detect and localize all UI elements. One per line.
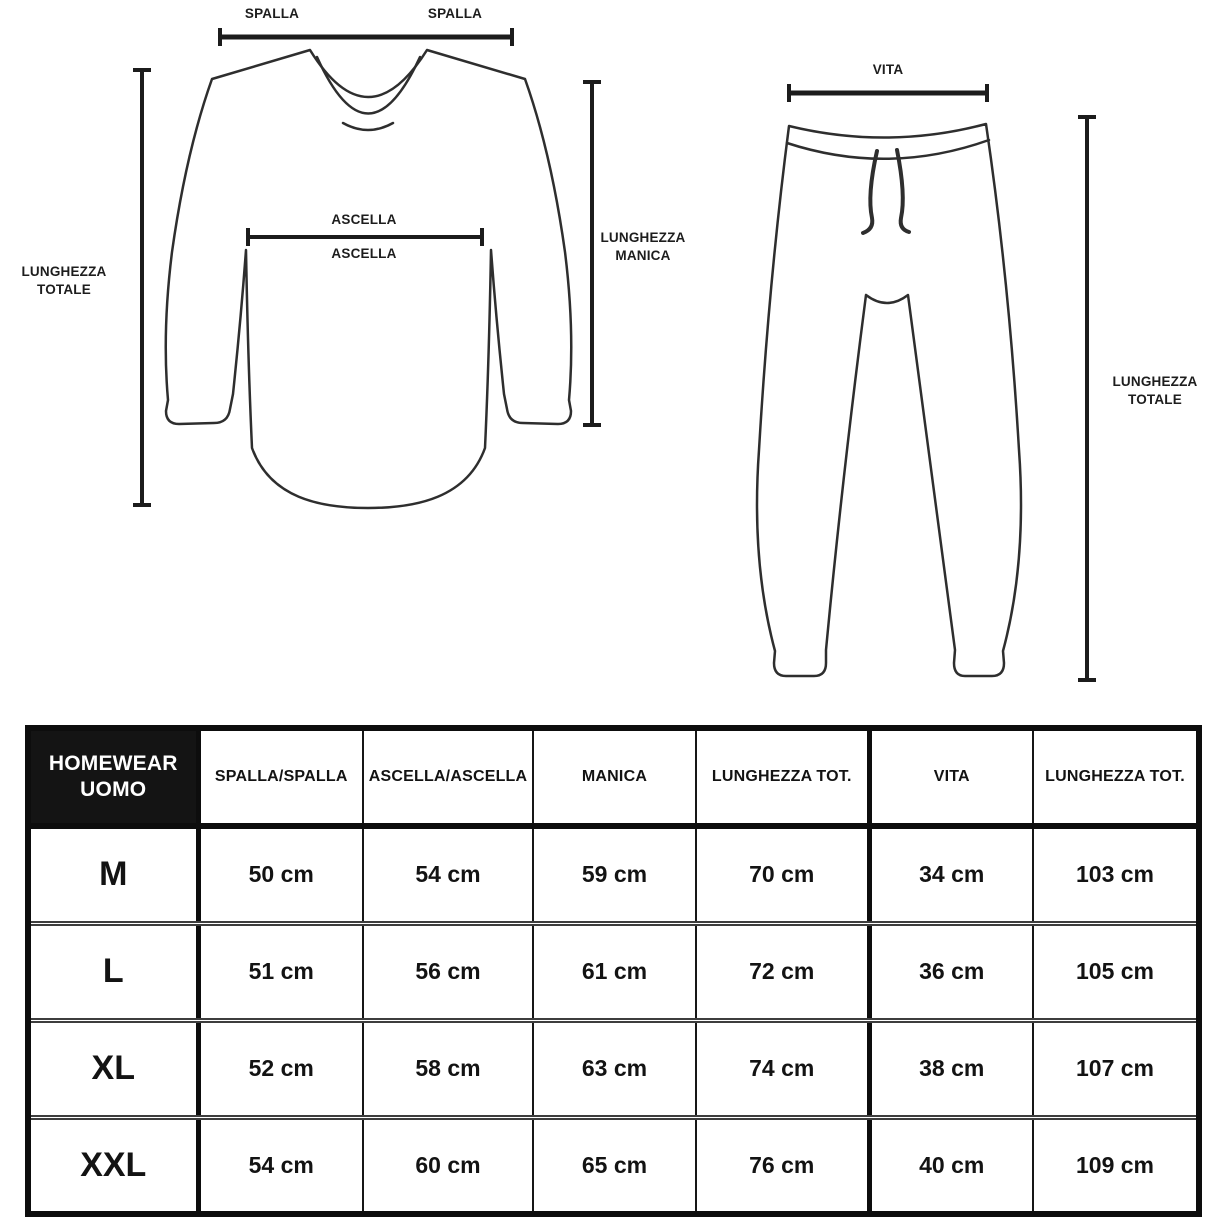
value-cell: 56 cm [363, 923, 533, 1020]
waist-label: VITA [872, 62, 904, 77]
waistband-seam [787, 140, 989, 159]
header-homewear-uomo-label: HOMEWEAR UOMO [48, 751, 178, 801]
table-row-m [28, 826, 1199, 923]
size-table [25, 725, 1202, 1217]
header-lunghezza-tot-pants: LUNGHEZZA TOT. [1033, 728, 1199, 826]
value-cell: 105 cm [1033, 923, 1199, 1020]
pants-drawing [757, 124, 1021, 676]
size-label: L [28, 923, 198, 1020]
collar-lower-arc [343, 123, 393, 130]
table-row-xl [28, 1020, 1199, 1117]
header-spalla-spalla: SPALLA/SPALLA [198, 728, 363, 826]
chest-measure-line [248, 228, 482, 246]
waist-measure-line [789, 84, 987, 102]
measure-lines [133, 28, 1096, 680]
value-cell: 72 cm [696, 923, 869, 1020]
drawstring-right [897, 150, 909, 232]
value-cell: 107 cm [1033, 1020, 1199, 1117]
shirt-total-length-label: LUNGHEZZA TOTALE [21, 264, 107, 297]
value-cell: 52 cm [198, 1020, 363, 1117]
value-cell: 34 cm [869, 826, 1033, 923]
size-label: M [28, 826, 198, 923]
value-cell: 54 cm [363, 826, 533, 923]
value-cell: 36 cm [869, 923, 1033, 1020]
header-homewear-uomo [28, 728, 198, 826]
sleeve-length-label: LUNGHEZZA MANICA [600, 230, 686, 263]
value-cell: 76 cm [696, 1117, 869, 1214]
value-cell: 63 cm [533, 1020, 696, 1117]
value-cell: 40 cm [869, 1117, 1033, 1214]
value-cell: 61 cm [533, 923, 696, 1020]
shoulder-label-left: SPALLA [244, 6, 300, 21]
header-ascella-ascella: ASCELLA/ASCELLA [363, 728, 533, 826]
collar-ribbing [317, 57, 420, 114]
value-cell: 59 cm [533, 826, 696, 923]
size-label: XL [28, 1020, 198, 1117]
value-cell: 38 cm [869, 1020, 1033, 1117]
value-cell: 74 cm [696, 1020, 869, 1117]
value-cell: 65 cm [533, 1117, 696, 1214]
pants-total-length-label: LUNGHEZZA TOTALE [1112, 374, 1198, 407]
size-label: XXL [28, 1117, 198, 1214]
value-cell: 54 cm [198, 1117, 363, 1214]
shirt-total-length-measure-line [133, 70, 151, 505]
value-cell: 51 cm [198, 923, 363, 1020]
header-manica: MANICA [533, 728, 696, 826]
header-vita: VITA [869, 728, 1033, 826]
table-row-l [28, 923, 1199, 1020]
sweatshirt-outline [166, 50, 572, 508]
drawstring-left [863, 151, 877, 233]
value-cell: 50 cm [198, 826, 363, 923]
value-cell: 109 cm [1033, 1117, 1199, 1214]
shoulder-label-right: SPALLA [427, 6, 483, 21]
chest-label-bottom: ASCELLA [331, 246, 397, 261]
shoulder-measure-line [220, 28, 512, 46]
value-cell: 60 cm [363, 1117, 533, 1214]
table-header-row [28, 728, 1199, 826]
value-cell: 70 cm [696, 826, 869, 923]
table-row-xxl [28, 1117, 1199, 1214]
chest-label-top: ASCELLA [331, 212, 397, 227]
pants-outline [757, 124, 1021, 676]
header-lunghezza-tot-shirt: LUNGHEZZA TOT. [696, 728, 869, 826]
sweatshirt-drawing [166, 50, 572, 508]
value-cell: 58 cm [363, 1020, 533, 1117]
value-cell: 103 cm [1033, 826, 1199, 923]
